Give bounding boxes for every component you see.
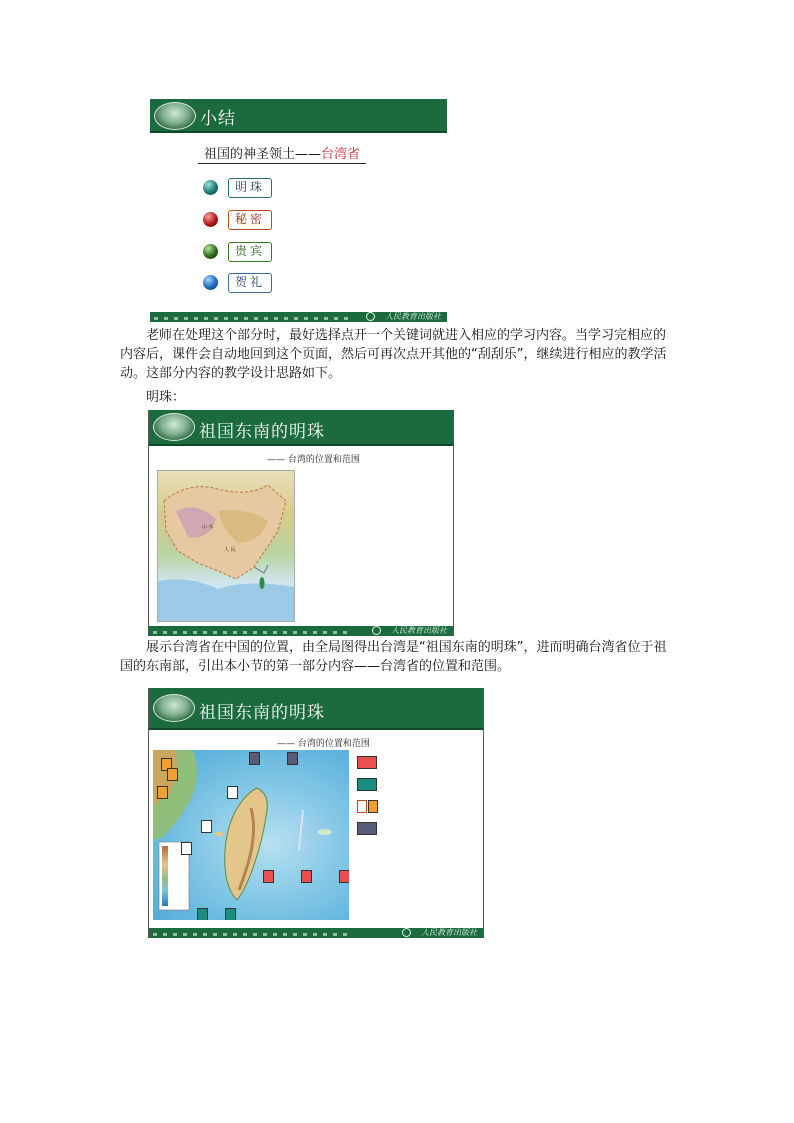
map-marker bbox=[157, 786, 168, 799]
map-marker bbox=[227, 786, 238, 799]
china-map-graphic bbox=[158, 471, 294, 621]
keyword-button-mingzhu[interactable]: 明珠 bbox=[228, 178, 272, 198]
slide-subtitle: —— 台湾的位置和范围 bbox=[277, 739, 370, 749]
legend-swatch-slate bbox=[357, 822, 377, 835]
map-marker bbox=[249, 752, 260, 765]
keyword-ball-icon bbox=[203, 180, 218, 195]
explanation-paragraph: 老师在处理这个部分时，最好选择点开一个关键词就进入相应的学习内容。当学习完相应的内容后，课件会自动地回到这个页面，然后可再次点开其他的“刮刮乐”，继续进行相应的教学活动。这部分内容的教学设计思路如下。 bbox=[120, 328, 667, 381]
slide-heading bbox=[198, 143, 366, 164]
legend-swatch-orange bbox=[368, 800, 378, 813]
taiwan-map bbox=[153, 750, 349, 920]
publisher-logo-icon bbox=[372, 626, 381, 635]
map-marker bbox=[287, 752, 298, 765]
footer-dashes bbox=[153, 631, 353, 634]
footer-dashes bbox=[154, 317, 354, 320]
heading-highlight: 台湾省 bbox=[321, 147, 361, 162]
slide-footer bbox=[149, 626, 453, 636]
keyword-button-mimi[interactable]: 秘密 bbox=[228, 210, 272, 230]
svg-text:中 华: 中 华 bbox=[202, 525, 214, 531]
map-marker bbox=[181, 842, 192, 855]
footer-dashes bbox=[153, 933, 353, 936]
publisher-mark: 人民教育出版社 bbox=[391, 626, 447, 635]
china-map bbox=[157, 470, 295, 622]
heading-prefix: 祖国的神圣领土—— bbox=[204, 147, 322, 162]
legend-swatch-white bbox=[357, 800, 367, 813]
publisher-logo-icon bbox=[366, 312, 375, 321]
keyword-button-heli[interactable]: 贺礼 bbox=[228, 273, 272, 293]
publisher-mark: 人民教育出版社 bbox=[421, 928, 477, 937]
publisher-logo-icon bbox=[402, 928, 411, 937]
section-label: 明珠： bbox=[146, 390, 186, 405]
position-slide-1 bbox=[148, 410, 454, 636]
map-marker bbox=[301, 870, 312, 883]
legend-swatch-teal bbox=[357, 778, 377, 791]
explanation-paragraph-2: 展示台湾省在中国的位置，由全局图得出台湾是“祖国东南的明珠”，进而明确台湾省位于祖国的东南部，引出本小节的第一部分内容——台湾省的位置和范围。 bbox=[120, 640, 667, 674]
landscape-photo-icon bbox=[153, 413, 195, 441]
landscape-photo-icon bbox=[154, 102, 196, 130]
slide-footer bbox=[149, 928, 483, 938]
slide-subtitle: —— 台湾的位置和范围 bbox=[267, 455, 360, 465]
landscape-photo-icon bbox=[153, 694, 195, 722]
banner-title: 祖国东南的明珠 bbox=[199, 703, 325, 723]
keyword-button-guibin[interactable]: 贵宾 bbox=[228, 242, 272, 262]
map-marker bbox=[225, 908, 236, 920]
slide-footer bbox=[150, 312, 447, 322]
slide-banner bbox=[150, 99, 447, 133]
slide-banner bbox=[149, 410, 453, 446]
position-slide-2 bbox=[148, 688, 484, 938]
map-marker bbox=[339, 870, 349, 883]
summary-slide bbox=[150, 99, 447, 322]
keyword-ball-icon bbox=[203, 212, 218, 227]
keyword-ball-icon bbox=[203, 244, 218, 259]
map-marker bbox=[167, 768, 178, 781]
banner-title: 祖国东南的明珠 bbox=[199, 422, 325, 442]
svg-text:人 民: 人 民 bbox=[224, 547, 236, 553]
map-marker bbox=[201, 820, 212, 833]
publisher-mark: 人民教育出版社 bbox=[385, 312, 441, 321]
taiwan-map-graphic bbox=[153, 750, 349, 920]
legend-swatch-red bbox=[357, 756, 377, 769]
slide-banner bbox=[149, 688, 483, 730]
map-marker bbox=[197, 908, 208, 920]
map-marker bbox=[263, 870, 274, 883]
keyword-ball-icon bbox=[203, 275, 218, 290]
banner-title: 小结 bbox=[200, 109, 236, 129]
